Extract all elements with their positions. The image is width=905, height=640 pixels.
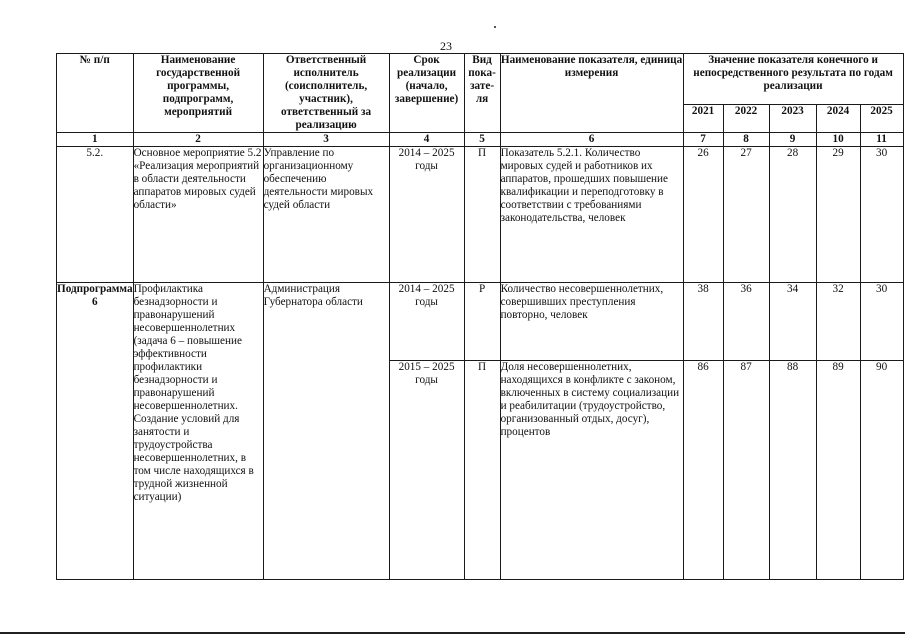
page-number: 23	[440, 39, 452, 53]
scan-edge-line	[0, 632, 905, 634]
program-table	[56, 53, 904, 580]
table-row	[57, 283, 904, 361]
row-term: 2015 – 2025 годы	[389, 361, 464, 580]
column-number: 2	[133, 133, 263, 147]
value-2021: 86	[683, 361, 723, 580]
header-term: Срок реализации (начало, завершение)	[389, 54, 464, 133]
row-responsible: Управление по организационному обеспечению деятельности мировых судей области	[263, 147, 389, 283]
row-num: Подпрограмма 6	[57, 283, 134, 580]
header-name: Наименование государственной программы, подпрограмм, мероприятий	[133, 54, 263, 133]
value-2021: 38	[683, 283, 723, 361]
header-responsible: Ответственный исполнитель (соисполнитель, участник), ответственный за реализацию	[263, 54, 389, 133]
column-numbers-row	[57, 133, 904, 147]
header-indicator: Наименование показателя, единица измерения	[500, 54, 683, 133]
value-2025: 30	[860, 147, 903, 283]
row-indicator: Показатель 5.2.1. Количество мировых судей и работников их аппаратов, прошедших повышение квалификации и переподготовку в соответствии с требованиями законодательства, человек	[500, 147, 683, 283]
year-2021: 2021	[683, 104, 723, 132]
column-number: 1	[57, 133, 134, 147]
row-num: 5.2.	[57, 147, 134, 283]
value-2021: 26	[683, 147, 723, 283]
column-number: 7	[683, 133, 723, 147]
value-2022: 27	[723, 147, 769, 283]
value-2024: 29	[816, 147, 860, 283]
column-number: 3	[263, 133, 389, 147]
row-term: 2014 – 2025 годы	[389, 147, 464, 283]
row-term: 2014 – 2025 годы	[389, 283, 464, 361]
table-row	[57, 147, 904, 283]
column-number: 10	[816, 133, 860, 147]
row-indicator: Количество несовершеннолетних, совершивших преступления повторно, человек	[500, 283, 683, 361]
value-2023: 34	[769, 283, 816, 361]
value-2025: 90	[860, 361, 903, 580]
header-num: № п/п	[57, 54, 134, 133]
year-2024: 2024	[816, 104, 860, 132]
row-indicator-type: П	[464, 361, 500, 580]
value-2022: 87	[723, 361, 769, 580]
row-indicator: Доля несовершеннолетних, находящихся в конфликте с законом, включенных в систему социализации и реабилитации (трудоустройство, организованный отдых, досуг), процентов	[500, 361, 683, 580]
header-indicator-type: Вид пока-зате-ля	[464, 54, 500, 133]
row-name: Основное мероприятие 5.2 «Реализация мероприятий в области деятельности аппаратов мировых судей области»	[133, 147, 263, 283]
column-number: 4	[389, 133, 464, 147]
header-row	[57, 54, 904, 105]
value-2023: 28	[769, 147, 816, 283]
column-number: 9	[769, 133, 816, 147]
value-2023: 88	[769, 361, 816, 580]
value-2024: 32	[816, 283, 860, 361]
header-values: Значение показателя конечного и непосредственного результата по годам реализации	[683, 54, 903, 105]
column-number: 6	[500, 133, 683, 147]
value-2025: 30	[860, 283, 903, 361]
value-2024: 89	[816, 361, 860, 580]
year-2023: 2023	[769, 104, 816, 132]
column-number: 8	[723, 133, 769, 147]
column-number: 11	[860, 133, 903, 147]
row-indicator-type: Р	[464, 283, 500, 361]
scan-speck	[494, 26, 496, 28]
row-responsible: Администрация Губернатора области	[263, 283, 389, 580]
row-indicator-type: П	[464, 147, 500, 283]
column-number: 5	[464, 133, 500, 147]
year-2022: 2022	[723, 104, 769, 132]
row-name: Профилактика безнадзорности и правонарушений несовершеннолетних (задача 6 – повышение эффективности профилактики безнадзорности и правонарушений несовершеннолетних. Создание условий для занятости и трудоустройства несовершеннолетних, в том числе находящихся в трудной жизненной ситуации)	[133, 283, 263, 580]
year-2025: 2025	[860, 104, 903, 132]
value-2022: 36	[723, 283, 769, 361]
